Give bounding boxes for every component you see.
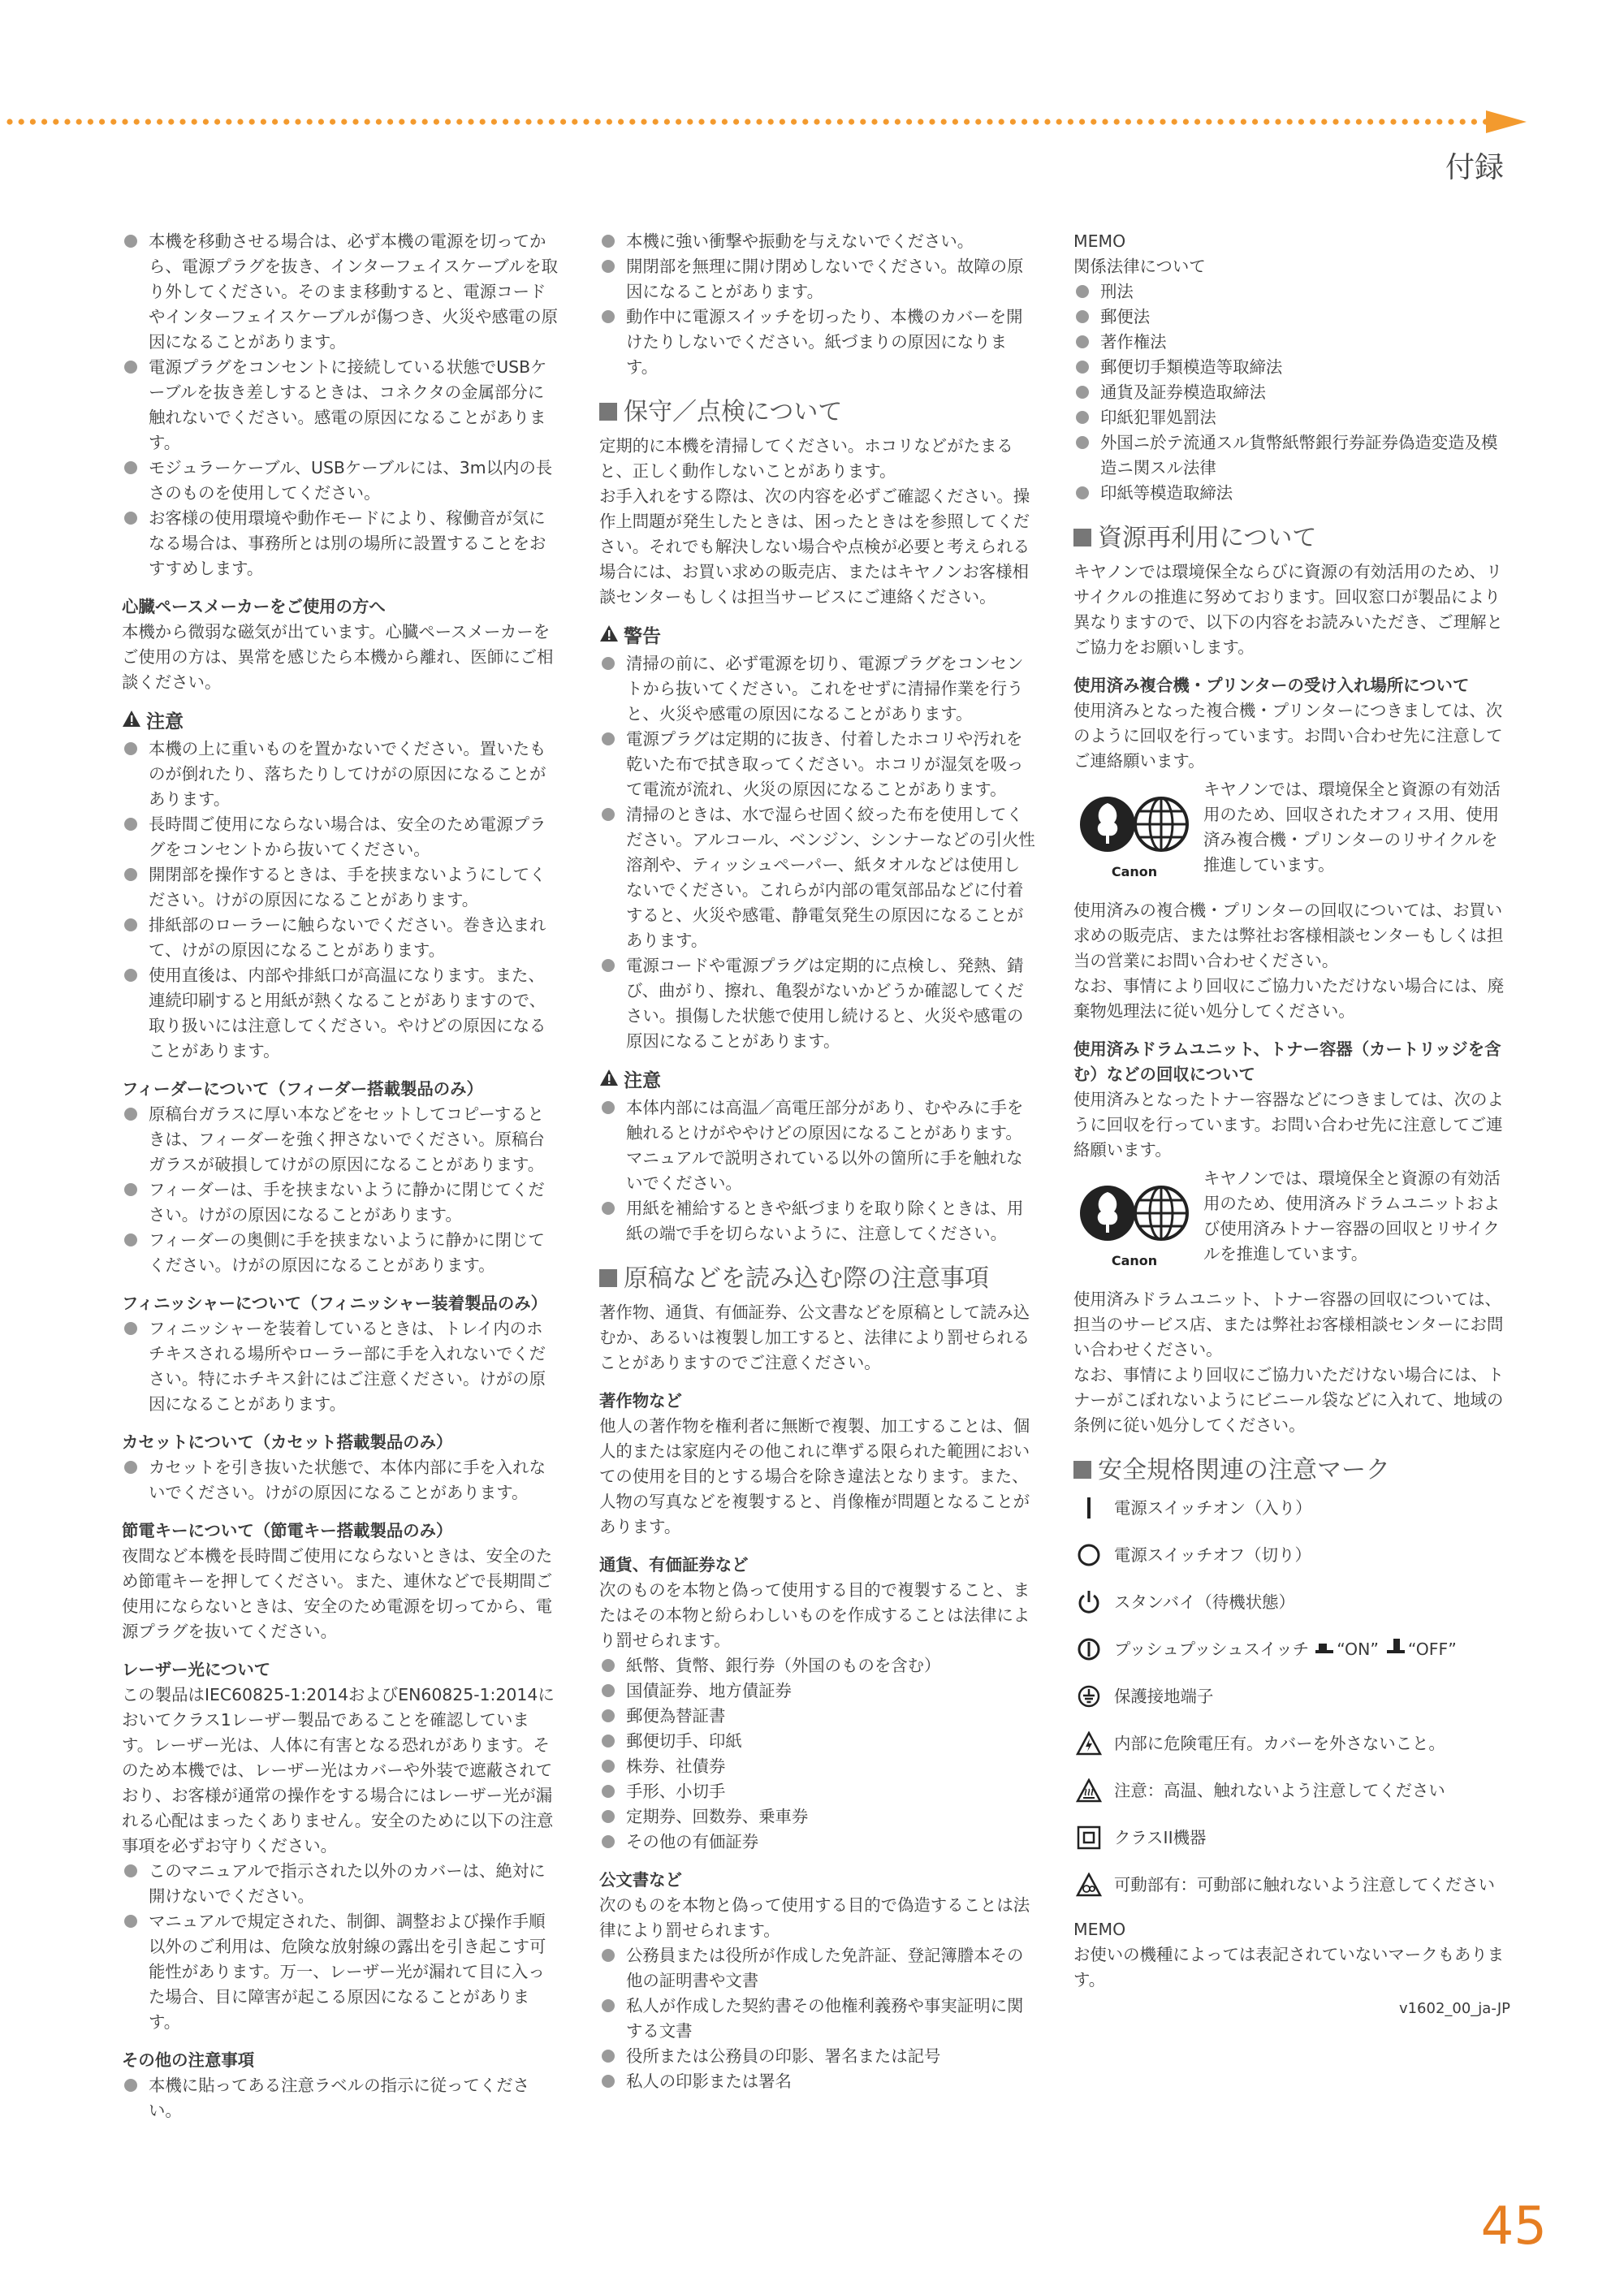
- list-item: 動作中に電源スイッチを切ったり、本機のカバーを開けたりしないでください。紙づまりの原因になります。: [599, 305, 1036, 380]
- mfp-note: なお、事情により回収にご協力いただけない場合には、廃棄物処理法に従い処分してください。: [1073, 976, 1505, 1021]
- mark-label: 内部に危険電圧有。カバーを外さないこと。: [1114, 1733, 1445, 1753]
- mfp-logo-text-2: 使用済みの複合機・プリンターの回収については、お買い求めの販売店、または弊社お客様相談センターもしくは担当の営業にお問い合わせください。: [1073, 901, 1504, 970]
- warning-label: 警告: [624, 626, 661, 647]
- maintenance-text-1: 定期的に本機を清掃してください。ホコリなどがたまると、正しく動作しないことがあります。: [599, 436, 1013, 481]
- header-arrow-icon: [1486, 110, 1527, 133]
- list-item: 長時間ご使用にならない場合は、安全のため電源プラグをコンセントから抜いてください。: [122, 812, 559, 862]
- list-item: 印紙犯罪処罰法: [1073, 405, 1510, 430]
- off-label: “OFF”: [1407, 1639, 1457, 1659]
- list-item: 公務員または役所が作成した免許証、登記簿謄本その他の証明書や文書: [599, 1943, 1036, 1994]
- list-item: 原稿台ガラスに厚い本などをセットしてコピーするときは、フィーダーを強く押さないでください。原稿台ガラスが破損してけがの原因になることがあります。: [122, 1102, 559, 1177]
- list-item: 紙幣、貨幣、銀行券（外国のものを含む）: [599, 1653, 1036, 1678]
- list-item: 外国ニ於テ流通スル貨幣紙幣銀行券証券偽造変造及模造ニ関スル法律: [1073, 430, 1510, 481]
- list-item: フィーダーは、手を挟まないように静かに閉じてください。けがの原因になることがあります。: [122, 1177, 559, 1228]
- recycle-text: キヤノンでは環境保全ならびに資源の有効活用のため、リサイクルの推進に努めております。回収窓口が製品により異なりますので、以下の内容をお読みいただき、ご理解とご協力をお願いします。: [1073, 562, 1503, 657]
- scan-text: 著作物、通貨、有価証券、公文書などを原稿として読み込むか、あるいは複製し加工すると、法律により罰せられることがありますのでご注意ください。: [599, 1303, 1030, 1372]
- section-square-icon: [599, 403, 617, 421]
- official-list: [599, 1943, 1036, 2094]
- moving-parts-icon: [1073, 1871, 1104, 1899]
- mark-protective-earth: [1073, 1682, 1510, 1711]
- canon-recycle-logo: [1073, 777, 1203, 898]
- list-item: 定期券、回数券、乗車券: [599, 1804, 1036, 1830]
- toner-logo-text: キヤノンでは、環境保全と資源の有効活用のため、使用済みドラムユニットおよび使用済みトナー容器の回収とリサイクルを推進しています。: [1203, 1169, 1501, 1264]
- list-item: カセットを引き抜いた状態で、本体内部に手を入れないでください。けがの原因になることがあります。: [122, 1455, 559, 1506]
- on-symbol-icon: [1315, 1637, 1333, 1662]
- list-item: 用紙を補給するときや紙づまりを取り除くときは、用紙の端で手を切らないように、注意してください。: [599, 1196, 1036, 1246]
- intro-list: [122, 229, 559, 581]
- feeder-list: [122, 1102, 559, 1278]
- list-item: 私人の印影または署名: [599, 2069, 1036, 2094]
- warning-icon: [599, 624, 619, 650]
- mark-label: 注意：高温、触れないよう注意してください: [1114, 1780, 1445, 1800]
- memo-label: MEMO: [1073, 231, 1126, 251]
- toner-recycle-block: [1073, 1166, 1510, 1287]
- mark-standby: [1073, 1588, 1510, 1617]
- mark-hot-surface: [1073, 1776, 1510, 1805]
- pacemaker-title: 心臓ペースメーカーをご使用の方へ: [122, 597, 386, 616]
- list-item: 郵便為替証書: [599, 1704, 1036, 1729]
- mark-power-off: [1073, 1540, 1510, 1570]
- list-item: 開閉部を操作するときは、手を挟まないようにしてください。けがの原因になることがあります。: [122, 862, 559, 913]
- mfp-recycle-block: [1073, 777, 1510, 898]
- page-number: 45: [1480, 2197, 1547, 2257]
- list-item: 本機を移動させる場合は、必ず本機の電源を切ってから、電源プラグを抜き、インターフェイスケーブルを取り外してください。そのまま移動すると、電源コードやインターフェイスケーブルが傷つき、火災や感電の原因になることがあります。: [122, 229, 559, 355]
- mfp-text: 使用済みとなった複合機・プリンターにつきましては、次のように回収を行っています。お問い合わせ先に注意してご連絡願います。: [1073, 701, 1503, 771]
- currency-title: 通貨、有価証券など: [599, 1555, 749, 1575]
- list-item: 本機の上に重いものを置かないでください。置いたものが倒れたり、落ちたりしてけがの原因になることがあります。: [122, 737, 559, 812]
- laser-list: [122, 1859, 559, 2035]
- hot-surface-icon: [1073, 1777, 1104, 1804]
- list-item: 郵便切手、印紙: [599, 1729, 1036, 1754]
- warning-list: [599, 651, 1036, 1054]
- official-text: 次のものを本物と偽って使用する目的で偽造することは法律により罰せられます。: [599, 1895, 1030, 1940]
- maintenance-heading: [599, 396, 1036, 429]
- list-item: その他の有価証券: [599, 1830, 1036, 1855]
- list-item: 株券、社債券: [599, 1754, 1036, 1779]
- list-item: 本体内部には高温／高電圧部分があり、むやみに手を触れるとけがややけどの原因になることがあります。マニュアルで説明されている以外の箇所に手を触れないでください。: [599, 1095, 1036, 1196]
- warning-heading: [599, 624, 1036, 650]
- mark-moving-parts: [1073, 1870, 1510, 1899]
- column-3: [1073, 229, 1510, 2021]
- finisher-title: フィニッシャーについて（フィニッシャー装着製品のみ）: [122, 1294, 548, 1313]
- list-item: 著作権法: [1073, 330, 1510, 355]
- high-voltage-icon: [1073, 1730, 1104, 1757]
- list-item: 電源プラグをコンセントに接続している状態でUSBケーブルを抜き差しするときは、コネクタの金属部分に触れないでください。感電の原因になることがあります。: [122, 355, 559, 456]
- mark-high-voltage: [1073, 1729, 1510, 1758]
- recycle-heading-text: 資源再利用について: [1098, 524, 1317, 552]
- canon-logo-text: Canon: [1111, 1253, 1158, 1268]
- memo-label-2: MEMO: [1073, 1920, 1126, 1939]
- list-item: モジュラーケーブル、USBケーブルには、3m以内の長さのものを使用してください。: [122, 456, 559, 506]
- list-item: 排紙部のローラーに触らないでください。巻き込まれて、けがの原因になることがあります。: [122, 913, 559, 963]
- marks-heading-text: 安全規格関連の注意マーク: [1098, 1456, 1390, 1484]
- copyright-text: 他人の著作物を権利者に無断で複製、加工することは、個人的または家庭内その他これに準ずる限られた範囲においての使用を目的とする場合を除き違法となります。また、人物の写真などを複製すると、肖像権が問題となることがあります。: [599, 1416, 1030, 1536]
- laws-title: 関係法律について: [1073, 257, 1206, 276]
- mark-label: クラスII機器: [1114, 1827, 1207, 1847]
- toner-text: 使用済みとなったトナー容器などにつきましては、次のように回収を行っています。お問い合わせ先に注意してご連絡願います。: [1073, 1090, 1504, 1160]
- list-item: 使用直後は、内部や排紙口が高温になります。また、連続印刷すると用紙が熱くなることがありますので、取り扱いには注意してください。やけどの原因になることがあります。: [122, 963, 559, 1064]
- list-item: 手形、小切手: [599, 1779, 1036, 1804]
- section-square-icon: [599, 1269, 617, 1287]
- mark-label: スタンバイ（待機状態）: [1114, 1592, 1295, 1612]
- list-item: マニュアルで規定された、制御、調整および操作手順以外のご利用は、危険な放射線の露出を引き起こす可能性があります。万一、レーザー光が漏れて目に入った場合、目に障害が起こる原因になることがあります。: [122, 1909, 559, 2035]
- laws-list: [1073, 279, 1510, 506]
- mark-label: 電源スイッチオン（入り）: [1114, 1497, 1312, 1518]
- section-square-icon: [1073, 529, 1091, 546]
- list-item: 電源プラグは定期的に抜き、付着したホコリや汚れを乾いた布で拭き取ってください。ホコリが湿気を吸って電流が流れ、火災の原因になることがあります。: [599, 727, 1036, 802]
- laser-title: レーザー光について: [122, 1660, 271, 1679]
- standby-icon: [1073, 1588, 1104, 1616]
- other-list: [122, 2073, 559, 2123]
- caution-heading-2: [599, 1069, 1036, 1094]
- mark-class2: [1073, 1823, 1510, 1852]
- list-item: このマニュアルで指示された以外のカバーは、絶対に開けないでください。: [122, 1859, 559, 1909]
- list-item: 役所または公務員の印影、署名または記号: [599, 2044, 1036, 2069]
- version-label: v1602_00_ja-JP: [1398, 2000, 1510, 2017]
- feeder-title: フィーダーについて（フィーダー搭載製品のみ）: [122, 1079, 483, 1099]
- scan-heading: [599, 1263, 1036, 1295]
- canon-recycle-logo: [1073, 1166, 1203, 1287]
- copyright-title: 著作物など: [599, 1391, 682, 1411]
- list-item: フィニッシャーを装着しているときは、トレイ内のホチキスされる場所やローラー部に手を入れないでください。特にホチキス針にはご注意ください。けがの原因になることがあります。: [122, 1316, 559, 1417]
- power-off-icon: [1073, 1541, 1104, 1569]
- list-item: フィーダーの奥側に手を挟まないように静かに閉じてください。けがの原因になることがあります。: [122, 1228, 559, 1278]
- mfp-logo-text: キヤノンでは、環境保全と資源の有効活用のため、回収されたオフィス用、使用済み複合機・プリンターのリサイクルを推進しています。: [1203, 780, 1501, 875]
- mark-label: 電源スイッチオフ（切り）: [1114, 1544, 1311, 1565]
- powersave-title: 節電キーについて（節電キー搭載製品のみ）: [122, 1521, 453, 1540]
- list-item: 刑法: [1073, 279, 1510, 305]
- list-item: 清掃のときは、水で湿らせ固く絞った布を使用してください。アルコール、ベンジン、シンナーなどの引火性溶剤や、ティッシュペーパー、紙タオルなどは使用しないでください。これらが内部の電気部品などに付着すると、火災や感電、静電気発生の原因になることがあります。: [599, 802, 1036, 953]
- column-1: [122, 229, 559, 2123]
- list-item: 電源コードや電源プラグは定期的に点検し、発熱、錆び、曲がり、擦れ、亀裂がないかどうか確認してください。損傷した状態で使用し続けると、火災や感電の原因になることがあります。: [599, 953, 1036, 1054]
- mark-push-push: [1073, 1635, 1510, 1664]
- powersave-text: 夜間など本機を長時間ご使用にならないときは、安全のため節電キーを押してください。また、連休などで長期間ご使用にならないときは、安全のため電源を切ってから、電源プラグを抜いてください。: [122, 1546, 553, 1641]
- caution-list-2: [599, 1095, 1036, 1246]
- on-label: “ON”: [1337, 1639, 1379, 1659]
- list-item: 国債証券、地方債証券: [599, 1678, 1036, 1704]
- list-item: 印紙等模造取締法: [1073, 481, 1510, 506]
- mark-label: プッシュプッシュスイッチ: [1114, 1639, 1310, 1659]
- protective-earth-icon: [1073, 1683, 1104, 1710]
- recycle-heading: [1073, 522, 1510, 555]
- list-item: 清掃の前に、必ず電源を切り、電源プラグをコンセントから抜いてください。これをせずに清掃作業を行うと、火災や感電の原因になることがあります。: [599, 651, 1036, 727]
- maintenance-text-2: お手入れをする際は、次の内容を必ずご確認ください。操作上問題が発生したときは、困ったときはを参照してください。それでも解決しない場合や点検が必要と考えられる場合には、お買い求めの販売店、またはキヤノンお客様相談センターもしくは担当サービスにご連絡ください。: [599, 486, 1030, 607]
- scan-heading-text: 原稿などを読み込む際の注意事項: [624, 1264, 989, 1293]
- currency-text: 次のものを本物と偽って使用する目的で複製すること、またはその本物と紛らわしいものを作成することは法律により罰せられます。: [599, 1580, 1030, 1650]
- caution-icon: [122, 710, 141, 735]
- pacemaker-text: 本機から微弱な磁気が出ています。心臓ペースメーカーをご使用の方は、異常を感じたら本機から離れ、医師にご相談ください。: [122, 622, 554, 692]
- handling-list: [599, 229, 1036, 380]
- finisher-list: [122, 1316, 559, 1417]
- caution-label: 注意: [624, 1070, 661, 1091]
- caution-list: [122, 737, 559, 1064]
- class2-icon: [1073, 1824, 1104, 1851]
- marks-heading: [1073, 1454, 1510, 1487]
- mark-label: 保護接地端子: [1114, 1686, 1214, 1706]
- list-item: 郵便法: [1073, 305, 1510, 330]
- canon-logo-text: Canon: [1111, 864, 1158, 879]
- section-square-icon: [1073, 1461, 1091, 1479]
- list-item: 開閉部を無理に開け閉めしないでください。故障の原因になることがあります。: [599, 254, 1036, 305]
- other-title: その他の注意事項: [122, 2050, 255, 2070]
- caution-label: 注意: [146, 711, 184, 732]
- caution-icon: [599, 1069, 619, 1094]
- push-push-switch-icon: [1073, 1635, 1104, 1663]
- header-dotted-rule: [0, 106, 1624, 138]
- cassette-title: カセットについて（カセット搭載製品のみ）: [122, 1432, 453, 1452]
- list-item: 本機に貼ってある注意ラベルの指示に従ってください。: [122, 2073, 559, 2123]
- caution-heading: [122, 710, 559, 735]
- list-item: 私人が作成した契約書その他権利義務や事実証明に関する文書: [599, 1994, 1036, 2044]
- power-on-icon: [1073, 1494, 1104, 1522]
- off-symbol-icon: [1387, 1637, 1405, 1662]
- list-item: 本機に強い衝撃や振動を与えないでください。: [599, 229, 1036, 254]
- toner-note: なお、事情により回収にご協力いただけない場合には、トナーがこぼれないようにビニール袋などに入れて、地域の条例に従い処分してください。: [1073, 1365, 1505, 1435]
- mark-power-on: [1073, 1493, 1510, 1523]
- toner-title: 使用済みドラムユニット、トナー容器（カートリッジを含む）などの回収について: [1073, 1039, 1501, 1084]
- list-item: 通貨及証券模造取締法: [1073, 380, 1510, 405]
- list-item: 郵便切手類模造等取締法: [1073, 355, 1510, 380]
- mark-label: 可動部有：可動部に触れないよう注意してください: [1114, 1874, 1495, 1894]
- memo-text-2: お使いの機種によっては表記されていないマークもあります。: [1073, 1945, 1505, 1989]
- laser-text: この製品はIEC60825-1:2014およびEN60825-1:2014においてクラス1レーザー製品であることを確認しています。レーザー光は、人体に有害となる恐れがあります。そのため本機では、レーザー光はカバーや外装で遮蔽されており、お客様が通常の操作をする場合にはレーザー光が漏れる心配はまったくありません。安全のために以下の注意事項を必ずお守りください。: [122, 1685, 555, 1856]
- column-2: [599, 229, 1036, 2094]
- cassette-list: [122, 1455, 559, 1506]
- chapter-title: 付録: [1445, 151, 1504, 184]
- toner-logo-text-2: 使用済みドラムユニット、トナー容器の回収については、担当のサービス店、または弊社お客様相談センターにお問い合わせください。: [1073, 1290, 1504, 1359]
- list-item: お客様の使用環境や動作モードにより、稼働音が気になる場合は、事務所とは別の場所に設置することをおすすめします。: [122, 506, 559, 581]
- mfp-title: 使用済み複合機・プリンターの受け入れ場所について: [1073, 676, 1470, 695]
- currency-list: [599, 1653, 1036, 1855]
- maintenance-heading-text: 保守／点検について: [624, 398, 843, 426]
- official-title: 公文書など: [599, 1870, 682, 1890]
